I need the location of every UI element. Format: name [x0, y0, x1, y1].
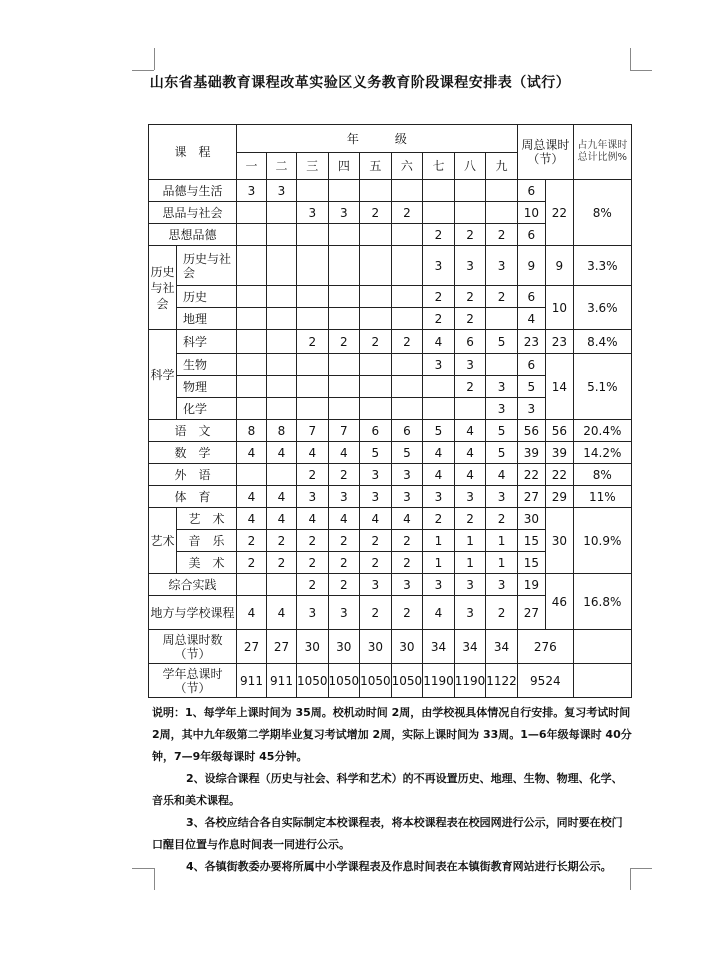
grade-cell — [267, 376, 297, 398]
grade-cell — [360, 398, 392, 420]
grade-cell: 3 — [391, 574, 423, 596]
grade-cell — [454, 180, 486, 202]
grade-cell: 3 — [486, 574, 518, 596]
row-weekly-total: 23 — [517, 330, 545, 354]
note-1: 说明：1、每学年上课时间为 35周。校机动时间 2周，由学校视具体情况自行安排。复习考试时间 2周，其中九年级第二学期毕业复习考试增加 2周，实际上课时间为 33周。1—6年级每课时 40分钟，7—9年级每课时 45分钟。 — [152, 706, 632, 763]
merged-sum: 9 — [545, 246, 573, 286]
grade-cell — [423, 376, 455, 398]
note-3: 3、各校应结合各自实际制定本校课程表，将本校课程表在校园网进行公示，同时要在校门口醒目位置与作息时间表一同进行公示。 — [152, 816, 623, 851]
grade-cell: 4 — [454, 420, 486, 442]
grade-cell — [237, 246, 267, 286]
grade-cell: 30 — [297, 630, 329, 664]
row-weekly-total: 9 — [517, 246, 545, 286]
merged-sum: 56 — [545, 420, 573, 442]
grade-cell: 3 — [454, 574, 486, 596]
grade-cell: 2 — [486, 508, 518, 530]
grade-cell: 30 — [360, 630, 392, 664]
header-course: 课 程 — [149, 125, 237, 180]
grade-cell — [391, 246, 423, 286]
grade-cell: 2 — [328, 552, 360, 574]
grade-cell — [267, 354, 297, 376]
grade-cell: 4 — [486, 464, 518, 486]
grade-cell: 3 — [423, 354, 455, 376]
table-row — [149, 246, 632, 286]
row-label: 音 乐 — [177, 530, 237, 552]
table-row — [149, 330, 632, 354]
grade-cell: 3 — [328, 202, 360, 224]
grade-cell — [360, 354, 392, 376]
grade-cell — [486, 308, 518, 330]
header-grade: 年 级 — [237, 125, 518, 153]
row-label: 物理 — [177, 376, 237, 398]
grade-cell — [267, 464, 297, 486]
grade-cell: 3 — [391, 486, 423, 508]
grade-cell — [267, 574, 297, 596]
grade-cell: 1050 — [360, 664, 392, 698]
grade-cell: 1050 — [297, 664, 329, 698]
grade-cell: 4 — [267, 442, 297, 464]
grade-cell: 3 — [360, 486, 392, 508]
row-label: 美 术 — [177, 552, 237, 574]
grade-cell — [391, 180, 423, 202]
row-label: 体 育 — [149, 486, 237, 508]
grade-cell: 2 — [454, 286, 486, 308]
grade-cell: 3 — [297, 486, 329, 508]
grade-cell: 2 — [391, 596, 423, 630]
row-label: 品德与生活 — [149, 180, 237, 202]
row-weekly-total: 30 — [517, 508, 545, 530]
grade-cell — [423, 202, 455, 224]
grade-cell — [486, 354, 518, 376]
row-weekly-total: 39 — [517, 442, 545, 464]
grade-cell: 2 — [237, 530, 267, 552]
grade-cell: 34 — [486, 630, 518, 664]
grade-cell: 2 — [360, 552, 392, 574]
grade-cell: 2 — [360, 202, 392, 224]
grade-cell: 2 — [486, 224, 518, 246]
grade-cell: 6 — [391, 420, 423, 442]
merged-sum: 10 — [545, 286, 573, 330]
grade-cell — [237, 398, 267, 420]
crop-mark — [630, 868, 652, 869]
row-label: 外 语 — [149, 464, 237, 486]
grade-header: 三 — [297, 153, 329, 180]
grade-cell: 4 — [237, 486, 267, 508]
row-weekly-total: 27 — [517, 596, 545, 630]
grade-cell: 3 — [486, 246, 518, 286]
row-label: 思想品德 — [149, 224, 237, 246]
grade-cell: 2 — [454, 376, 486, 398]
grade-cell — [267, 202, 297, 224]
merged-percent: 11% — [573, 486, 631, 508]
grade-cell — [360, 376, 392, 398]
grade-cell: 3 — [454, 486, 486, 508]
grade-cell: 3 — [391, 464, 423, 486]
grade-cell — [360, 224, 392, 246]
grade-header: 一 — [237, 153, 267, 180]
grade-cell — [237, 202, 267, 224]
merged-sum: 22 — [545, 464, 573, 486]
grade-cell: 1 — [423, 530, 455, 552]
grade-cell — [391, 308, 423, 330]
grade-cell: 2 — [297, 464, 329, 486]
grade-cell — [267, 286, 297, 308]
grade-cell: 2 — [423, 308, 455, 330]
grade-cell — [237, 308, 267, 330]
grade-cell: 4 — [297, 508, 329, 530]
grade-cell: 2 — [423, 508, 455, 530]
grade-cell: 2 — [360, 330, 392, 354]
grade-cell: 5 — [486, 330, 518, 354]
row-label: 历史与社会 — [177, 246, 237, 286]
grade-cell — [391, 376, 423, 398]
grand-total-weekly: 276 — [517, 630, 573, 664]
notes — [152, 702, 632, 878]
grade-cell — [328, 180, 360, 202]
grade-cell — [360, 246, 392, 286]
row-label: 语 文 — [149, 420, 237, 442]
grade-cell: 30 — [328, 630, 360, 664]
grade-cell — [297, 398, 329, 420]
header-weekly-total: 周总课时（节） — [517, 125, 573, 180]
grade-cell — [360, 286, 392, 308]
grade-cell: 2 — [237, 552, 267, 574]
grade-cell: 2 — [328, 330, 360, 354]
grade-cell: 2 — [328, 530, 360, 552]
group-label-lishe: 历史与社会 — [149, 246, 177, 330]
grade-cell: 1122 — [486, 664, 518, 698]
row-label: 地方与学校课程 — [149, 596, 237, 630]
grade-cell: 1190 — [454, 664, 486, 698]
merged-percent: 3.3% — [573, 246, 631, 286]
grade-header: 二 — [267, 153, 297, 180]
grade-header: 五 — [360, 153, 392, 180]
merged-percent: 8% — [573, 180, 631, 246]
grade-cell: 3 — [486, 486, 518, 508]
table-row — [149, 574, 632, 596]
grade-cell: 1050 — [328, 664, 360, 698]
row-weekly-total: 27 — [517, 486, 545, 508]
grade-cell: 4 — [423, 596, 455, 630]
grade-cell: 3 — [328, 486, 360, 508]
grade-cell: 3 — [486, 398, 518, 420]
grade-header: 八 — [454, 153, 486, 180]
grade-cell — [454, 398, 486, 420]
grade-cell: 4 — [454, 442, 486, 464]
row-label: 综合实践 — [149, 574, 237, 596]
grade-cell: 2 — [267, 552, 297, 574]
grade-cell — [267, 330, 297, 354]
merged-sum: 29 — [545, 486, 573, 508]
grade-cell — [237, 330, 267, 354]
grade-cell: 3 — [423, 574, 455, 596]
grade-cell: 2 — [486, 596, 518, 630]
grade-cell: 4 — [237, 442, 267, 464]
page-title: 山东省基础教育课程改革实验区义务教育阶段课程安排表（试行） — [149, 75, 571, 91]
grade-cell: 2 — [360, 530, 392, 552]
row-label: 化学 — [177, 398, 237, 420]
table-row — [149, 286, 632, 308]
merged-sum: 30 — [545, 508, 573, 574]
grade-cell: 2 — [454, 224, 486, 246]
row-weekly-total: 56 — [517, 420, 545, 442]
grade-cell: 5 — [423, 420, 455, 442]
grade-cell: 2 — [454, 508, 486, 530]
grade-cell: 2 — [297, 552, 329, 574]
grade-cell: 2 — [267, 530, 297, 552]
grade-header: 六 — [391, 153, 423, 180]
grade-cell — [391, 398, 423, 420]
grade-cell: 1 — [454, 552, 486, 574]
row-weekly-total: 15 — [517, 530, 545, 552]
grade-cell: 4 — [237, 596, 267, 630]
grade-cell — [423, 180, 455, 202]
empty-cell — [573, 630, 631, 664]
grade-cell: 911 — [237, 664, 267, 698]
grand-total-yearly: 9524 — [517, 664, 573, 698]
empty-cell — [573, 664, 631, 698]
grade-cell: 5 — [391, 442, 423, 464]
row-label: 思品与社会 — [149, 202, 237, 224]
grade-cell: 3 — [297, 202, 329, 224]
row-weekly-total: 6 — [517, 180, 545, 202]
grade-header: 七 — [423, 153, 455, 180]
grade-cell — [297, 376, 329, 398]
note-4: 4、各镇街教委办要将所属中小学课程表及作息时间表在本镇街教育网站进行长期公示。 — [186, 860, 612, 873]
grade-cell: 7 — [297, 420, 329, 442]
row-label: 历史 — [177, 286, 237, 308]
grade-cell — [267, 398, 297, 420]
row-weekly-total: 6 — [517, 286, 545, 308]
grade-cell: 5 — [486, 442, 518, 464]
row-label: 地理 — [177, 308, 237, 330]
grade-cell — [360, 180, 392, 202]
row-label: 艺 术 — [177, 508, 237, 530]
grade-cell: 7 — [328, 420, 360, 442]
grade-cell: 27 — [267, 630, 297, 664]
grade-cell — [486, 180, 518, 202]
grade-cell: 34 — [454, 630, 486, 664]
grade-cell: 3 — [454, 246, 486, 286]
merged-sum: 14 — [545, 354, 573, 420]
grade-cell — [328, 398, 360, 420]
grade-cell: 3 — [328, 596, 360, 630]
curriculum-table — [148, 124, 632, 698]
grade-cell — [391, 224, 423, 246]
grade-cell: 4 — [297, 442, 329, 464]
grade-cell — [360, 308, 392, 330]
grade-cell: 5 — [486, 420, 518, 442]
grade-cell — [297, 308, 329, 330]
table-row — [149, 486, 632, 508]
merged-sum: 46 — [545, 574, 573, 630]
grade-cell: 1 — [486, 552, 518, 574]
row-label: 科学 — [177, 330, 237, 354]
table-row — [149, 354, 632, 376]
grade-cell — [297, 246, 329, 286]
table-row — [149, 420, 632, 442]
merged-percent: 20.4% — [573, 420, 631, 442]
crop-mark — [132, 868, 154, 869]
grade-cell — [328, 224, 360, 246]
grade-cell: 6 — [360, 420, 392, 442]
grade-cell — [237, 464, 267, 486]
grade-cell: 1 — [454, 530, 486, 552]
table-row — [149, 464, 632, 486]
grade-cell: 4 — [328, 508, 360, 530]
grade-cell: 2 — [454, 308, 486, 330]
grade-cell: 4 — [267, 486, 297, 508]
grade-cell: 2 — [297, 530, 329, 552]
grade-cell: 4 — [237, 508, 267, 530]
grade-cell: 3 — [360, 574, 392, 596]
grade-cell: 3 — [267, 180, 297, 202]
row-weekly-total: 6 — [517, 224, 545, 246]
grade-cell: 27 — [237, 630, 267, 664]
grade-cell — [328, 376, 360, 398]
crop-mark — [132, 70, 154, 71]
grade-cell: 4 — [267, 508, 297, 530]
grade-cell: 4 — [454, 464, 486, 486]
group-label-art: 艺术 — [149, 508, 177, 574]
grade-cell: 2 — [391, 330, 423, 354]
row-label: 数 学 — [149, 442, 237, 464]
grade-cell — [237, 376, 267, 398]
grade-cell: 1190 — [423, 664, 455, 698]
note-2: 2、设综合课程（历史与社会、科学和艺术）的不再设置历史、地理、生物、物理、化学、音乐和美术课程。 — [152, 772, 623, 807]
grade-cell: 3 — [297, 596, 329, 630]
grade-cell: 911 — [267, 664, 297, 698]
grade-cell — [423, 398, 455, 420]
grade-cell: 3 — [423, 486, 455, 508]
crop-mark — [154, 48, 155, 70]
grade-cell: 3 — [486, 376, 518, 398]
grade-cell: 2 — [360, 596, 392, 630]
grade-cell — [328, 308, 360, 330]
grade-cell — [297, 224, 329, 246]
merged-percent: 16.8% — [573, 574, 631, 630]
merged-percent: 10.9% — [573, 508, 631, 574]
grade-cell: 5 — [360, 442, 392, 464]
row-weekly-total: 6 — [517, 354, 545, 376]
grade-cell: 2 — [297, 330, 329, 354]
grade-cell: 3 — [360, 464, 392, 486]
row-label: 学年总课时（节） — [149, 664, 237, 698]
grade-cell: 3 — [454, 354, 486, 376]
merged-sum: 22 — [545, 180, 573, 246]
grade-header: 四 — [328, 153, 360, 180]
table-row — [149, 180, 632, 202]
row-weekly-total: 5 — [517, 376, 545, 398]
grade-cell: 2 — [297, 574, 329, 596]
row-label: 生物 — [177, 354, 237, 376]
merged-sum: 23 — [545, 330, 573, 354]
row-weekly-total: 19 — [517, 574, 545, 596]
row-label: 周总课时数（节） — [149, 630, 237, 664]
grade-cell — [267, 308, 297, 330]
grade-cell — [297, 354, 329, 376]
grade-cell — [237, 354, 267, 376]
grade-cell: 2 — [328, 574, 360, 596]
grade-cell — [237, 286, 267, 308]
crop-mark — [630, 48, 631, 70]
grade-cell: 6 — [454, 330, 486, 354]
grade-cell: 2 — [391, 552, 423, 574]
table-row — [149, 125, 632, 153]
grade-cell: 4 — [423, 442, 455, 464]
grade-cell: 34 — [423, 630, 455, 664]
grade-cell — [454, 202, 486, 224]
grade-cell: 1 — [486, 530, 518, 552]
grade-cell: 4 — [423, 330, 455, 354]
grade-cell — [328, 286, 360, 308]
merged-percent: 5.1% — [573, 354, 631, 420]
grade-cell — [486, 202, 518, 224]
grade-cell — [267, 224, 297, 246]
grade-cell: 3 — [454, 596, 486, 630]
table-row — [149, 630, 632, 664]
grade-cell — [328, 354, 360, 376]
grade-cell — [391, 286, 423, 308]
grade-cell: 1050 — [391, 664, 423, 698]
grade-cell: 4 — [423, 464, 455, 486]
grade-cell: 2 — [423, 286, 455, 308]
grade-cell: 2 — [391, 530, 423, 552]
grade-cell — [237, 224, 267, 246]
table-row — [149, 508, 632, 530]
grade-cell: 2 — [486, 286, 518, 308]
merged-percent: 14.2% — [573, 442, 631, 464]
grade-cell: 4 — [360, 508, 392, 530]
grade-cell: 2 — [328, 464, 360, 486]
row-weekly-total: 4 — [517, 308, 545, 330]
merged-sum: 39 — [545, 442, 573, 464]
grade-cell: 4 — [328, 442, 360, 464]
grade-cell: 30 — [391, 630, 423, 664]
grade-cell: 3 — [237, 180, 267, 202]
table-row — [149, 664, 632, 698]
grade-cell — [297, 286, 329, 308]
merged-percent: 3.6% — [573, 286, 631, 330]
grade-cell: 8 — [237, 420, 267, 442]
merged-percent: 8.4% — [573, 330, 631, 354]
header-percent: 占九年课时总计比例% — [573, 125, 631, 180]
grade-cell: 4 — [391, 508, 423, 530]
table-row — [149, 442, 632, 464]
row-weekly-total: 3 — [517, 398, 545, 420]
crop-mark — [630, 70, 652, 71]
grade-cell: 4 — [267, 596, 297, 630]
grade-cell: 2 — [423, 224, 455, 246]
row-weekly-total: 15 — [517, 552, 545, 574]
grade-header: 九 — [486, 153, 518, 180]
grade-cell: 2 — [391, 202, 423, 224]
grade-cell: 8 — [267, 420, 297, 442]
row-weekly-total: 10 — [517, 202, 545, 224]
grade-cell — [391, 354, 423, 376]
row-weekly-total: 22 — [517, 464, 545, 486]
grade-cell — [297, 180, 329, 202]
grade-cell: 3 — [423, 246, 455, 286]
merged-percent: 8% — [573, 464, 631, 486]
grade-cell — [328, 246, 360, 286]
grade-cell: 1 — [423, 552, 455, 574]
grade-cell — [237, 574, 267, 596]
grade-cell — [267, 246, 297, 286]
group-label-kexue: 科学 — [149, 330, 177, 420]
